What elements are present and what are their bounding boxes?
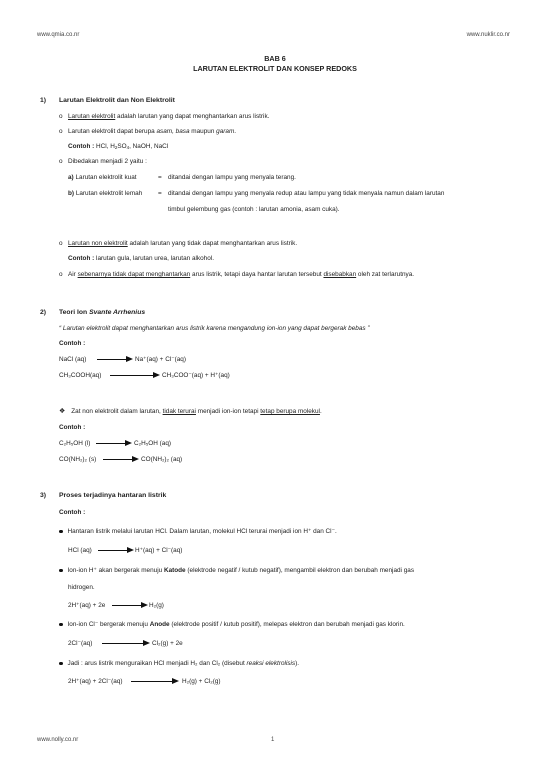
- reaction-row-product: H⁺(aq) + Cl⁻(aq): [135, 547, 183, 554]
- header-left-url[interactable]: www.qmia.co.nr: [37, 32, 80, 38]
- reaction-row-product: Cl₂(g) + 2e: [152, 640, 183, 647]
- reaction-row-product: C₂H₅OH (aq): [134, 440, 172, 447]
- circle-bullet-icon: o: [59, 271, 63, 278]
- section-3-heading: Proses terjadinya hantaran listrik: [59, 492, 167, 499]
- reaction-row-product: H₂(g): [149, 602, 164, 609]
- section-1-heading: Larutan Elektrolit dan Non Elektrolit: [59, 97, 175, 104]
- arrow-right-icon: [110, 372, 160, 380]
- s1-item-b-desc-1: ditandai dengan lampu yang menyala redup atau lampu yang tidak menyala namun dalam larutan: [168, 190, 445, 197]
- section-2-heading: Teori Ion Svante Arrhenius: [59, 309, 146, 316]
- reaction-row: CO(NH₂)₂ (s): [59, 456, 97, 463]
- arrow-right-icon: [112, 602, 148, 610]
- arrow-right-icon: [103, 456, 139, 464]
- s3-contoh-label: Contoh :: [59, 509, 86, 516]
- s1-item-a-eq: =: [158, 174, 162, 181]
- reaction-row-product: CO(NH₂)₂ (aq): [141, 456, 183, 463]
- s1-item-a: a) Larutan elektrolit kuat: [68, 174, 137, 181]
- s1-item-b-eq: =: [158, 190, 162, 197]
- s3-bullet-3: Ion-ion Cl⁻ bergerak menuju Anode (elektrode positif / kutub positif), melepas elektron dan berubah menjadi gas klorin.: [59, 621, 405, 629]
- s1-paragraph-3: o Dibedakan menjadi 2 yaitu :: [59, 158, 147, 165]
- reaction-row-product: CH₃COO⁻(aq) + H⁺(aq): [162, 372, 230, 379]
- s1-item-a-desc: ditandai dengan lampu yang menyala terang.: [168, 174, 296, 181]
- s2-contoh-label: Contoh :: [59, 340, 86, 347]
- s3-bullet-2-cont: hidrogen.: [68, 584, 95, 591]
- circle-bullet-icon: o: [59, 240, 63, 247]
- s1-contoh-2: Contoh : larutan gula, larutan urea, larutan alkohol.: [68, 255, 214, 262]
- s1-item-b: b) Larutan elektrolit lemah: [68, 190, 143, 197]
- reaction-row-product: H₂(g) + Cl₂(g): [182, 678, 221, 685]
- page-title: LARUTAN ELEKTROLIT DAN KONSEP REDOKS: [193, 64, 357, 73]
- page-number: 1: [271, 737, 275, 743]
- bullet-dot-icon: [59, 569, 63, 573]
- reaction-row: 2H⁺(aq) + 2e: [68, 602, 106, 609]
- arrow-right-icon: [97, 356, 133, 364]
- section-1-number: 1): [40, 97, 47, 104]
- reaction-row-product: Na⁺(aq) + Cl⁻(aq): [135, 356, 186, 363]
- reaction-row: NaCl (aq): [59, 356, 87, 363]
- section-3-number: 3): [40, 492, 47, 499]
- diamond-bullet-icon: ❖: [59, 408, 66, 415]
- s1-paragraph-4: o Larutan non elektrolit adalah larutan yang tidak dapat menghantarkan arus listrik.: [59, 240, 298, 247]
- s1-contoh-1: Contoh : HCl, $H_2SO_4$, NaOH, NaCl: [68, 143, 169, 150]
- circle-bullet-icon: o: [59, 113, 63, 120]
- s2-contoh-2-label: Contoh :: [59, 424, 86, 431]
- reaction-row: 2H⁺(aq) + 2Cl⁻(aq): [68, 678, 123, 685]
- s1-paragraph-1: o Larutan elektrolit adalah larutan yang dapat menghantarkan arus listrik.: [59, 113, 270, 120]
- arrow-right-icon: [131, 678, 179, 686]
- bullet-dot-icon: [59, 662, 63, 666]
- arrhenius-quote: “ Larutan elektrolit dapat menghantarkan arus listrik karena mengandung ion-ion yang dapat bergerak bebas ”: [59, 325, 370, 332]
- arrow-right-icon: [102, 640, 150, 648]
- circle-bullet-icon: o: [59, 128, 63, 135]
- bullet-dot-icon: [59, 530, 63, 534]
- circle-bullet-icon: o: [59, 158, 63, 165]
- s1-paragraph-5: o Air sebenarnya tidak dapat menghantarkan arus listrik, tetapi daya hantar larutan tersebut disebabkan oleh zat terlarutnya.: [59, 271, 415, 278]
- s2-note: ❖ Zat non elektrolit dalam larutan, tidak terurai menjadi ion-ion tetapi tetap berupa molekul.: [59, 408, 322, 415]
- chapter-number: BAB 6: [264, 54, 286, 63]
- s3-bullet-2: Ion-ion H⁺ akan bergerak menuju Katode (elektrode negatif / kutub negatif), mengambil elektron dan berubah menjadi gas: [59, 567, 414, 575]
- s3-bullet-1: Hantaran listrik melalui larutan HCl. Dalam larutan, molekul HCl terurai menjadi ion H⁺ dan Cl⁻.: [59, 528, 337, 536]
- bullet-dot-icon: [59, 623, 63, 627]
- reaction-row: C₂H₅OH (l): [59, 440, 91, 447]
- s3-bullet-4: Jadi : arus listrik menguraikan HCl menjadi H₂ dan Cl₂ (disebut reaksi elektrolisis).: [59, 660, 299, 668]
- s1-item-b-desc-2: timbul gelembung gas (contoh : larutan amonia, asam cuka).: [168, 206, 340, 213]
- reaction-row: 2Cl⁻(aq): [68, 640, 93, 647]
- arrow-right-icon: [98, 547, 134, 555]
- arrow-right-icon: [96, 440, 132, 448]
- reaction-row: CH₃COOH(aq): [59, 372, 102, 379]
- section-2-number: 2): [40, 309, 47, 316]
- reaction-row: HCl (aq): [68, 547, 92, 554]
- s1-paragraph-2: o Larutan elektrolit dapat berupa asam, basa maupun garam.: [59, 128, 237, 135]
- header-right-url[interactable]: www.nuklir.co.nr: [466, 32, 510, 38]
- footer-url[interactable]: www.nolly.co.nr: [37, 737, 79, 743]
